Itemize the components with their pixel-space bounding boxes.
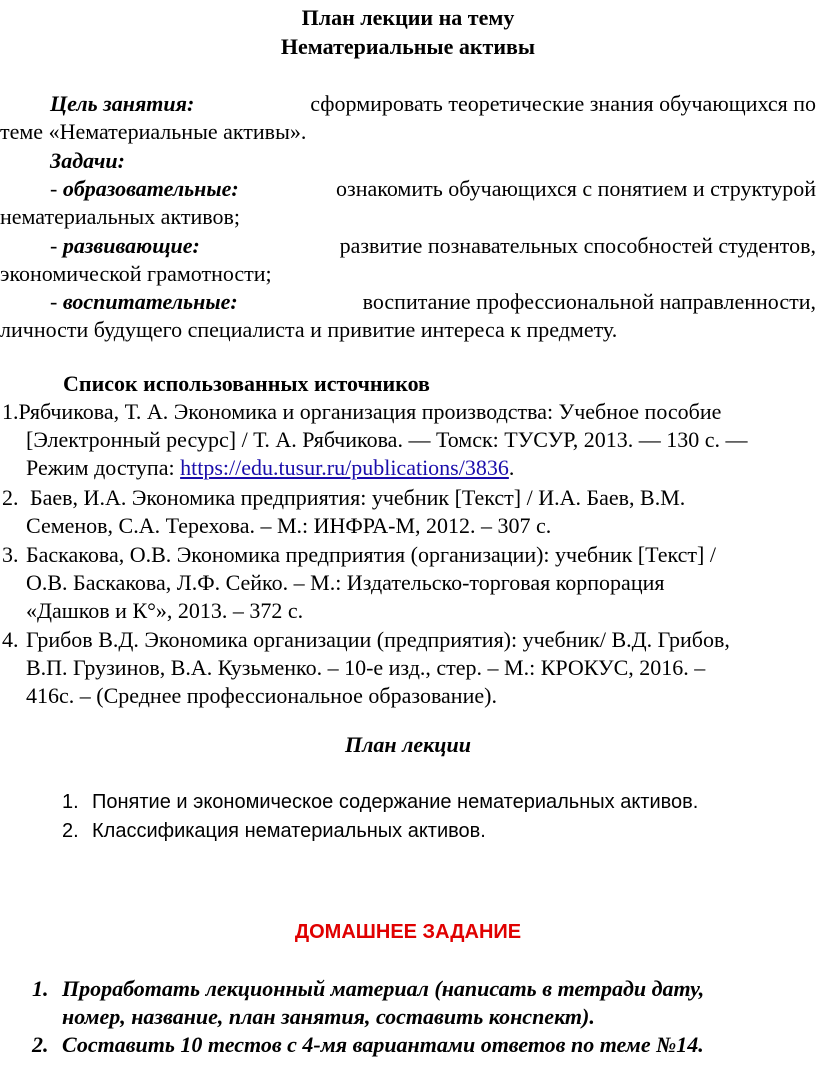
task-2-label: развивающие:: [62, 233, 200, 258]
source-1-link[interactable]: https://edu.tusur.ru/publications/3836: [180, 455, 509, 480]
task-2-text-1: развитие познавательных способностей студентов,: [339, 233, 816, 258]
source-3-num: 3.: [2, 542, 19, 567]
homework-item-2-num: 2.: [32, 1032, 49, 1057]
source-1-prefix: Режим доступа:: [26, 455, 181, 480]
source-1-line-1: [2, 398, 721, 426]
task-1-label: образовательные:: [62, 176, 239, 201]
homework-item-1-text-1: Проработать лекционный материал (написать в тетради дату,: [62, 976, 705, 1001]
source-2-text-1: Баев, И.А. Экономика предприятия: учебник [Текст] / И.А. Баев, В.М.: [30, 485, 686, 510]
task-2-dash: -: [50, 233, 58, 258]
homework-item-1-text-2: номер, название, план занятия, составить конспект).: [62, 1004, 595, 1029]
source-1-text-1: Рябчикова, Т. А. Экономика и организация производства: Учебное пособие: [18, 399, 722, 424]
title-line-1: План лекции на тему: [301, 5, 515, 30]
task-2-line-1: [50, 232, 816, 260]
task-2-text-2: экономической грамотности;: [0, 261, 272, 286]
source-1-line-3: [26, 454, 514, 482]
source-1-text-2: [Электронный ресурс] / Т. А. Рябчикова. — Томск: ТУСУР, 2013. — 130 с. —: [26, 427, 748, 452]
homework-item-2-text: Составить 10 тестов с 4-мя вариантами ответов по теме №14.: [62, 1032, 704, 1057]
task-1-dash: -: [50, 176, 58, 201]
source-3-text-1: Баскакова, О.В. Экономика предприятия (организации): учебник [Текст] /: [26, 542, 716, 567]
tasks-label: Задачи:: [50, 148, 125, 173]
source-3-text-2: О.В. Баскакова, Л.Ф. Сейко. – М.: Издательско-торговая корпорация: [26, 570, 665, 595]
task-1-line-1: [50, 175, 816, 203]
plan-item-1-num: 1.: [62, 791, 79, 813]
plan-heading: План лекции: [344, 732, 472, 757]
task-1-text-2: нематериальных активов;: [0, 204, 240, 229]
plan-item-1-text: Понятие и экономическое содержание нематериальных активов.: [92, 791, 699, 813]
plan-item-2-text: Классификация нематериальных активов.: [92, 820, 486, 842]
goal-line-1: [50, 90, 816, 118]
task-3-dash: -: [50, 289, 58, 314]
sources-heading: Список использованных источников: [63, 371, 430, 396]
task-3-label: воспитательные:: [62, 289, 238, 314]
task-1-text-1: ознакомить обучающихся с понятием и структурой: [336, 176, 816, 201]
source-4-num: 4.: [2, 627, 19, 652]
source-2-num: 2.: [2, 485, 19, 510]
source-4-text-1: Грибов В.Д. Экономика организации (предприятия): учебник/ В.Д. Грибов,: [26, 627, 730, 652]
source-2-text-2: Семенов, С.А. Терехова. – М.: ИНФРА-М, 2012. – 307 с.: [26, 513, 552, 538]
homework-item-1-num: 1.: [32, 976, 49, 1001]
source-1-num: 1.: [2, 399, 19, 424]
source-3-text-3: «Дашков и К°», 2013. – 372 с.: [26, 598, 304, 623]
source-4-text-2: В.П. Грузинов, В.А. Кузьменко. – 10-е изд., стер. – М.: КРОКУС, 2016. –: [26, 655, 706, 680]
source-1-suffix: .: [508, 455, 515, 480]
goal-label: Цель занятия:: [50, 91, 195, 116]
task-3-text-2: личности будущего специалиста и привитие интереса к предмету.: [0, 317, 618, 342]
goal-text-1: сформировать теоретические знания обучающихся по: [310, 91, 816, 116]
task-3-line-1: [50, 288, 816, 316]
plan-item-2-num: 2.: [62, 820, 79, 842]
goal-line-2: теме «Нематериальные активы».: [0, 119, 307, 144]
title-line-2: Нематериальные активы: [280, 34, 536, 59]
task-3-text-1: воспитание профессиональной направленности,: [362, 289, 816, 314]
source-4-text-3: 416с. – (Среднее профессиональное образование).: [26, 683, 497, 708]
homework-heading: ДОМАШНЕЕ ЗАДАНИЕ: [294, 921, 522, 943]
